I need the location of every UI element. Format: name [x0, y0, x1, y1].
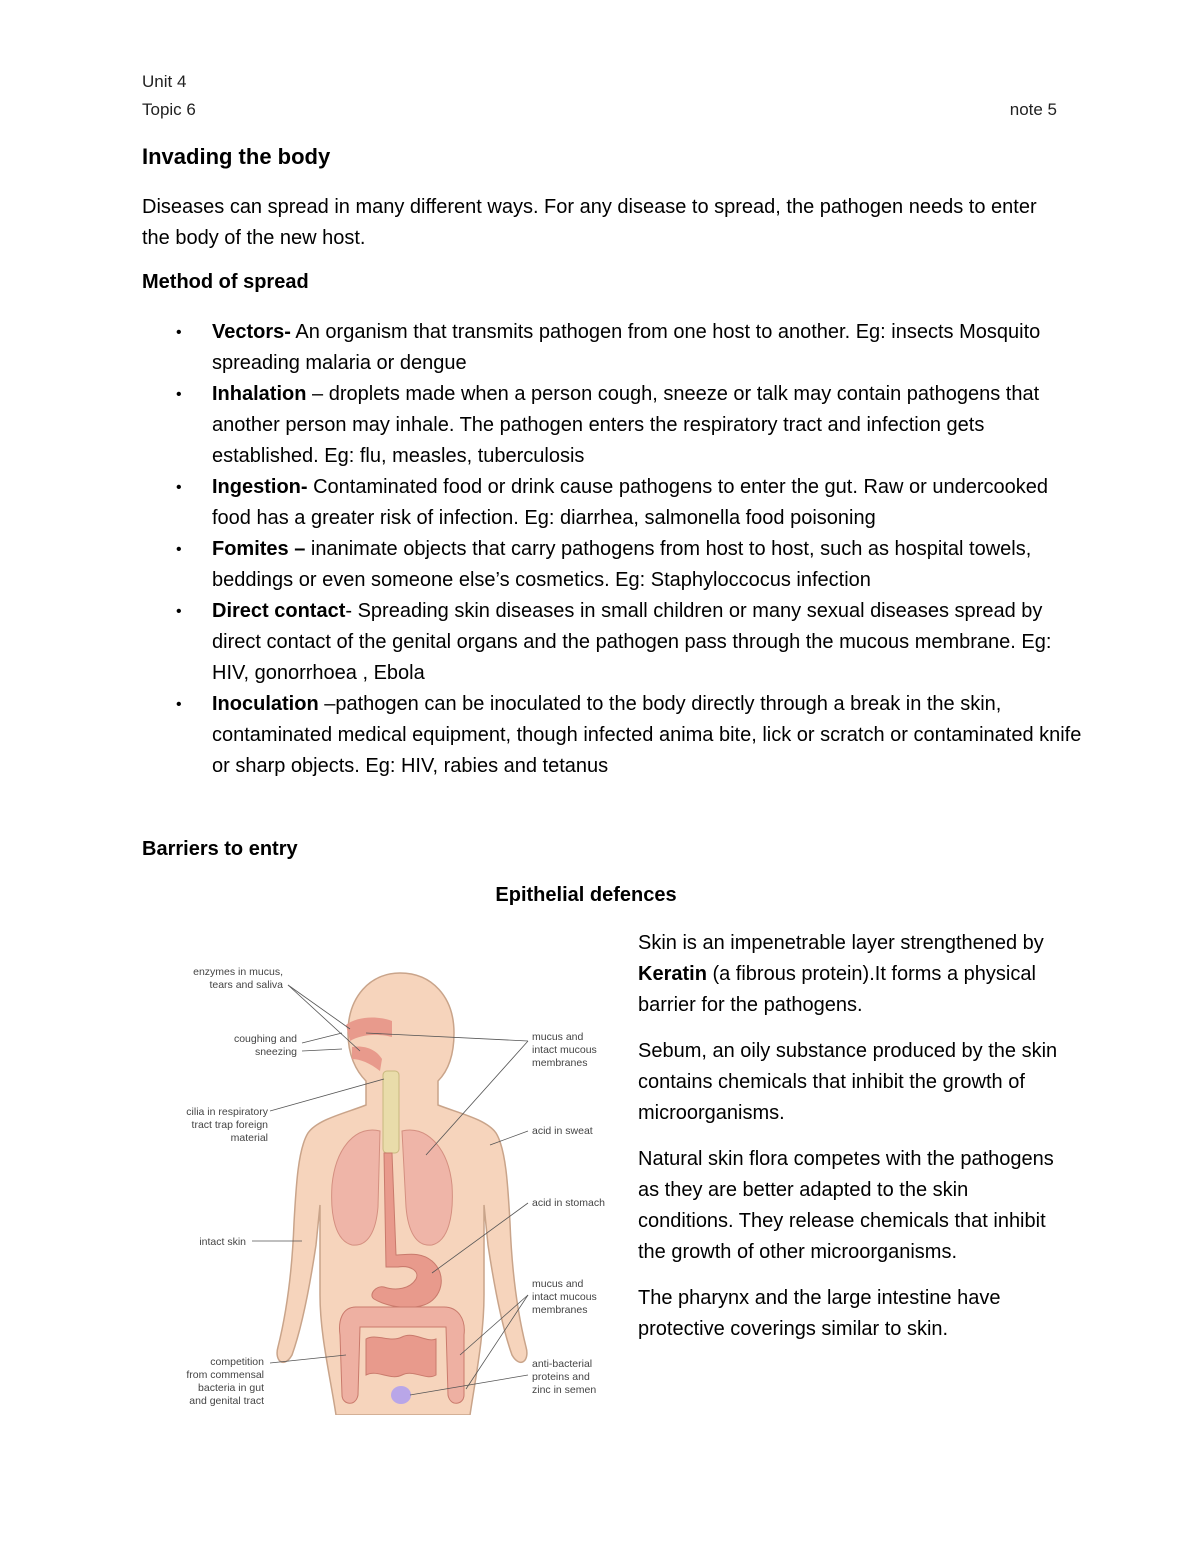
label-competition-3: bacteria in gut — [198, 1382, 264, 1394]
list-item — [176, 317, 1082, 379]
label-coughing-2: sneezing — [254, 1046, 297, 1058]
epithelial-text-column — [638, 928, 1068, 1360]
label-antibac-2: proteins and — [532, 1371, 590, 1383]
body-defences-diagram — [170, 955, 620, 1415]
method-text: –pathogen can be inoculated to the body directly through a break in the skin, contaminated medical equipment, though infected anima bite, lick or scratch or contaminated knife or sharp objects. Eg: HIV, rabies and tetanus — [212, 693, 1082, 777]
unit-label: Unit 4 — [142, 72, 187, 91]
method-term: Inoculation — [212, 693, 319, 715]
method-term: Vectors- — [212, 321, 291, 343]
methods-list — [176, 317, 1082, 782]
body-defences-illustration — [170, 955, 620, 1415]
label-mucus-bot-2: intact mucous — [532, 1291, 597, 1303]
list-item — [176, 534, 1082, 596]
bullet-icon: • — [176, 324, 182, 341]
list-item — [176, 689, 1082, 782]
bullet-icon: • — [176, 696, 182, 713]
label-competition-2: from commensal — [186, 1369, 264, 1381]
bullet-icon: • — [176, 541, 182, 558]
note-label: note 5 — [1009, 100, 1057, 119]
label-mucus-top-3: membranes — [532, 1057, 588, 1069]
bullet-icon: • — [176, 603, 182, 620]
list-item — [176, 596, 1082, 689]
label-coughing-1: coughing and — [233, 1033, 297, 1045]
topic-label: Topic 6 — [142, 100, 196, 119]
label-cilia-3: material — [230, 1132, 268, 1144]
label-enzymes-2: tears and saliva — [209, 979, 283, 991]
label-mucus-top-2: intact mucous — [532, 1044, 597, 1056]
bullet-icon: • — [176, 479, 182, 496]
skin-paragraph — [638, 928, 1068, 1021]
method-term: Ingestion- — [212, 476, 308, 498]
method-term: Direct contact — [212, 600, 346, 622]
label-mucus-bot-3: membranes — [532, 1304, 588, 1316]
label-cilia-2: tract trap foreign — [191, 1119, 268, 1131]
method-term: Fomites – — [212, 538, 306, 560]
method-text: – droplets made when a person cough, sneeze or talk may contain pathogens that another person may inhale. The pathogen enters the respiratory tract and infection gets established. Eg: flu, measles, tuberculosis — [212, 383, 1040, 467]
list-item — [176, 379, 1082, 472]
keratin-term: Keratin — [638, 963, 707, 985]
method-text: An organism that transmits pathogen from one host to another. Eg: insects Mosquito spreading malaria or dengue — [212, 321, 1041, 374]
epithelial-heading: Epithelial defences — [495, 884, 677, 906]
method-text: - Spreading skin diseases in small children or many sexual diseases spread by direct contact of the genital organs and the pathogen pass through the mucous membrane. Eg: HIV, gonorrhoea , Ebola — [212, 600, 1052, 684]
sebum-paragraph: Sebum, an oily substance produced by the skin contains chemicals that inhibit the growth of microorganisms. — [638, 1040, 1058, 1124]
label-acid-stomach: acid in stomach — [532, 1197, 605, 1209]
barriers-heading: Barriers to entry — [142, 838, 298, 860]
pharynx-paragraph: The pharynx and the large intestine have protective coverings similar to skin. — [638, 1287, 1001, 1340]
skin-flora-paragraph: Natural skin flora competes with the pathogens as they are better adapted to the skin conditions. They release chemicals that inhibit the growth of other microorganisms. — [638, 1148, 1054, 1263]
label-cilia-1: cilia in respiratory — [186, 1106, 268, 1118]
bullet-icon: • — [176, 386, 182, 403]
list-item — [176, 472, 1082, 534]
label-enzymes-1: enzymes in mucus, — [193, 966, 283, 978]
label-antibac-1: anti-bacterial — [532, 1358, 593, 1370]
label-mucus-top-1: mucus and — [532, 1031, 584, 1043]
label-competition-1: competition — [210, 1356, 264, 1368]
skin-text-end: (a fibrous protein).It forms a physical barrier for the pathogens. — [638, 963, 1036, 1016]
method-term: Inhalation — [212, 383, 307, 405]
method-text: Contaminated food or drink cause pathogens to enter the gut. Raw or undercooked food has a greater risk of infection. Eg: diarrhea, salmonella food poisoning — [212, 476, 1049, 529]
page-title: Invading the body — [142, 144, 331, 169]
label-competition-4: and genital tract — [189, 1395, 264, 1407]
label-mucus-bot-1: mucus and — [532, 1278, 584, 1290]
intro-paragraph: Diseases can spread in many different ways. For any disease to spread, the pathogen needs to enter the body of the new host. — [142, 196, 1037, 249]
method-of-spread-heading: Method of spread — [142, 271, 309, 293]
label-acid-sweat: acid in sweat — [532, 1125, 593, 1137]
label-intact-skin: intact skin — [199, 1236, 246, 1248]
skin-text-start: Skin is an impenetrable layer strengthened by — [638, 932, 1044, 954]
method-text: inanimate objects that carry pathogens from host to host, such as hospital towels, beddings or even someone else’s cosmetics. Eg: Staphyloccocus infection — [212, 538, 1032, 591]
label-antibac-3: zinc in semen — [532, 1384, 597, 1396]
